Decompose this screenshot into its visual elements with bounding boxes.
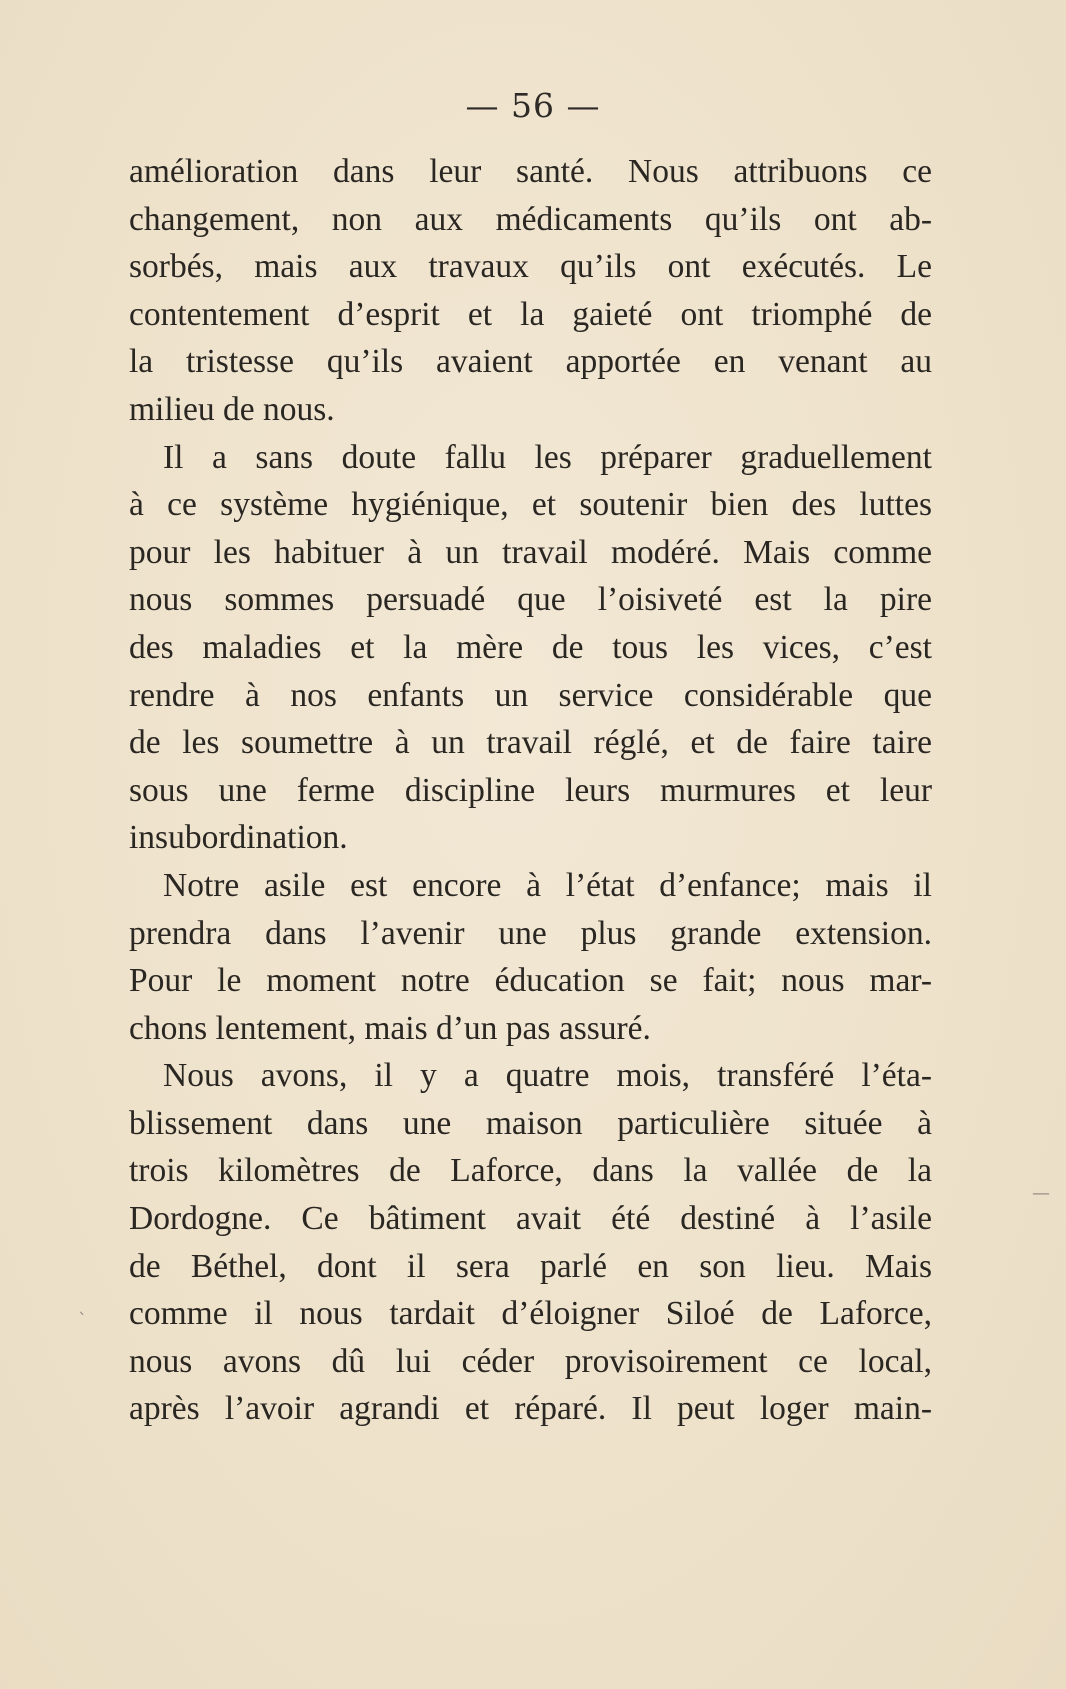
text-line: Notre asile est encore à l’état d’enfance; mais il	[163, 866, 932, 904]
text-line: pour les habituer à un travail modéré. Mais comme	[129, 533, 932, 571]
text-line: la tristesse qu’ils avaient apportée en venant au	[129, 343, 932, 381]
text-line: Nous avons, il y a quatre mois, transféré l’éta-	[163, 1057, 932, 1095]
text-line: de Béthel, dont il sera parlé en son lieu. Mais	[129, 1247, 932, 1285]
text-line: à ce système hygiénique, et soutenir bien des luttes	[129, 486, 932, 524]
text-line: insubordination.	[129, 819, 348, 857]
body-text	[129, 148, 932, 1433]
text-line: blissement dans une maison particulière située à	[129, 1104, 932, 1142]
margin-dash-mark: —	[1032, 1183, 1050, 1204]
text-line: Il a sans doute fallu les préparer graduellement	[163, 438, 932, 476]
text-line: sous une ferme discipline leurs murmures et leur	[129, 771, 932, 809]
text-line: nous sommes persuadé que l’oisiveté est la pire	[129, 581, 932, 619]
text-line: des maladies et la mère de tous les vices, c’est	[129, 628, 932, 666]
text-line: sorbés, mais aux travaux qu’ils ont exécutés. Le	[129, 248, 932, 286]
text-line: après l’avoir agrandi et réparé. Il peut loger main-	[129, 1390, 932, 1428]
text-line: nous avons dû lui céder provisoirement ce local,	[129, 1342, 932, 1380]
text-line: Pour le moment notre éducation se fait; nous mar-	[129, 962, 932, 1000]
text-line: trois kilomètres de Laforce, dans la vallée de la	[129, 1152, 932, 1190]
text-line: Dordogne. Ce bâtiment avait été destiné à l’asile	[129, 1200, 932, 1238]
page-number: — 56 —	[465, 86, 601, 125]
text-line: comme il nous tardait d’éloigner Siloé de Laforce,	[129, 1295, 932, 1333]
text-line: de les soumettre à un travail réglé, et de faire taire	[129, 724, 932, 762]
text-line: amélioration dans leur santé. Nous attribuons ce	[129, 153, 932, 190]
text-line: chons lentement, mais d’un pas assuré.	[129, 1009, 651, 1047]
text-line: rendre à nos enfants un service considérable que	[129, 676, 932, 714]
margin-tick-mark: `	[78, 1310, 87, 1331]
text-line: prendra dans l’avenir une plus grande extension.	[129, 914, 932, 952]
text-line: contentement d’esprit et la gaieté ont triomphé de	[129, 295, 932, 333]
text-line: milieu de nous.	[129, 390, 335, 428]
text-line: changement, non aux médicaments qu’ils ont ab-	[129, 200, 932, 238]
